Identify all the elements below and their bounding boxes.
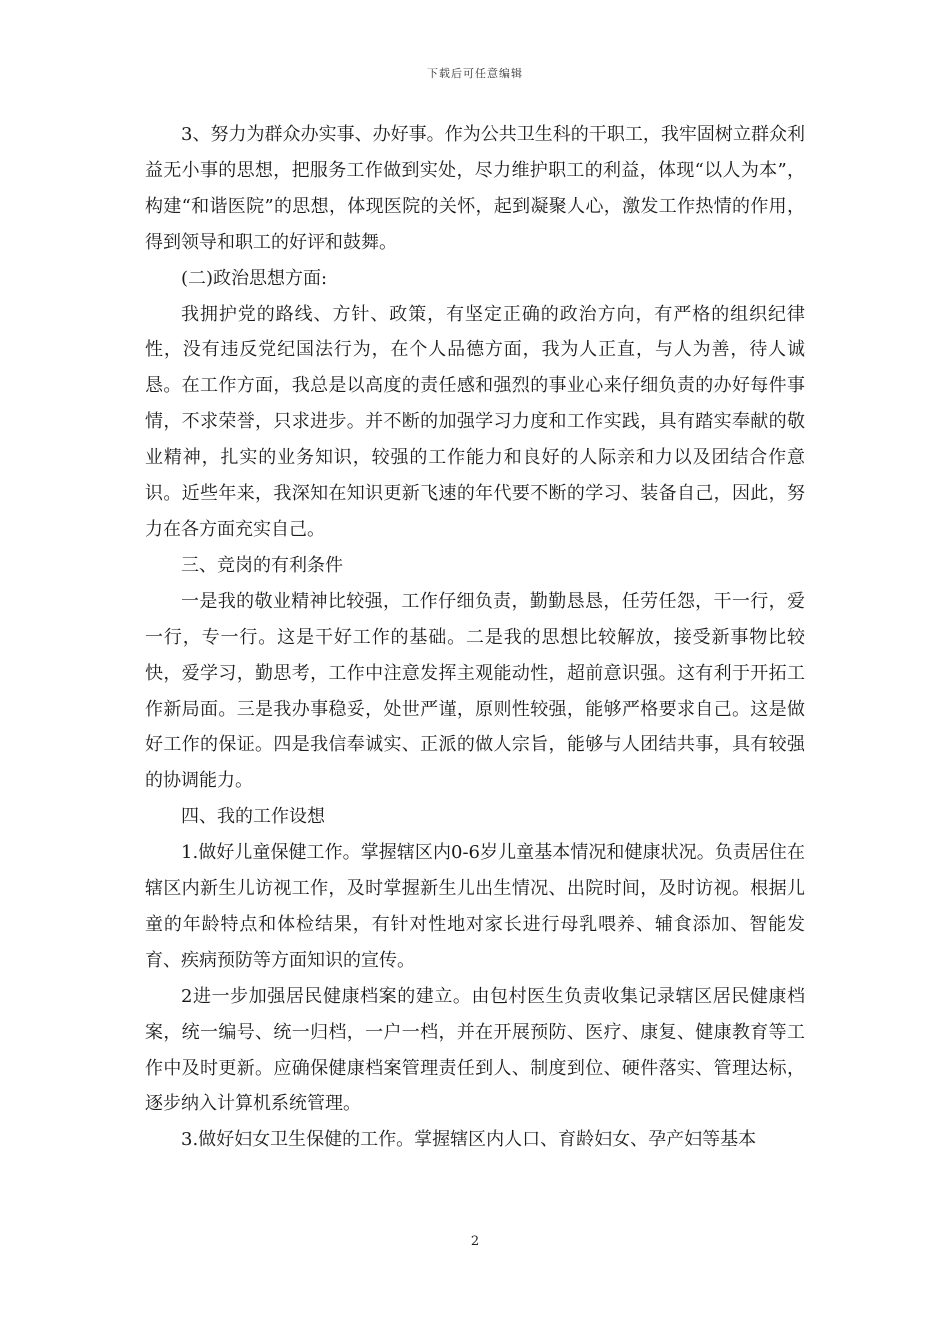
page-number: 2 [470,1234,480,1249]
paragraph-item-3-service: 3、努力为群众办实事、办好事。作为公共卫生科的干职工，我牢固树立群众利益无小事的思想，把服务工作做到实处，尽力维护职工的利益，体现“以人为本”，构建“和谐医院”的思想，体现医院的关怀，起到凝聚人心，激发工作热情的作用，得到领导和职工的好评和鼓舞。 [145,124,805,253]
paragraph-women-health: 3.做好妇女卫生保健的工作。掌握辖区内人口、育龄妇女、孕产妇等基本 [181,1129,757,1151]
document-body [145,117,805,1158]
paragraph-political-thought: 我拥护党的路线、方针、政策，有坚定正确的政治方向，有严格的组织纪律性，没有违反党纪国法行为，在个人品德方面，我为人正直，与人为善，待人诚恳。在工作方面，我总是以高度的责任感和强烈的事业心来仔细负责的办好每件事情，不求荣誉，只求进步。并不断的加强学习力度和工作实践，具有踏实奉献的敬业精神，扎实的业务知识，较强的工作能力和良好的人际亲和力以及团结合作意识。近些年来，我深知在知识更新飞速的年代要不断的学习、装备自己，因此，努力在各方面充实自己。 [145,303,805,540]
section-heading-work-plan: 四、我的工作设想 [181,806,325,828]
paragraph-health-records: 2进一步加强居民健康档案的建立。由包村医生负责收集记录辖区居民健康档案，统一编号、统一归档，一户一档，并在开展预防、医疗、康复、健康教育等工作中及时更新。应确保健康档案管理责任到人、制度到位、硬件落实、管理达标，逐步纳入计算机系统管理。 [145,985,805,1115]
paragraph-child-health: 1.做好儿童保健工作。掌握辖区内0-6岁儿童基本情况和健康状况。负责居住在辖区内新生儿访视工作，及时掌握新生儿出生情况、出院时间，及时访视。根据儿童的年龄特点和体检结果，有针对性地对家长进行母乳喂养、辅食添加、智能发育、疾病预防等方面知识的宣传。 [145,842,805,971]
page-header: 下载后可任意编辑 [427,67,523,80]
paragraph-advantages: 一是我的敬业精神比较强，工作仔细负责，勤勤恳恳，任劳任怨，干一行，爱一行，专一行。这是干好工作的基础。二是我的思想比较解放，接受新事物比较快，爱学习，勤思考，工作中注意发挥主观能动性，超前意识强。这有利于开拓工作新局面。三是我办事稳妥，处世严谨，原则性较强，能够严格要求自己。这是做好工作的保证。四是我信奉诚实、正派的做人宗旨，能够与人团结共事，具有较强的协调能力。 [145,590,805,792]
section-heading-political: (二)政治思想方面: [181,267,328,289]
section-heading-advantages: 三、竞岗的有利条件 [181,554,343,576]
